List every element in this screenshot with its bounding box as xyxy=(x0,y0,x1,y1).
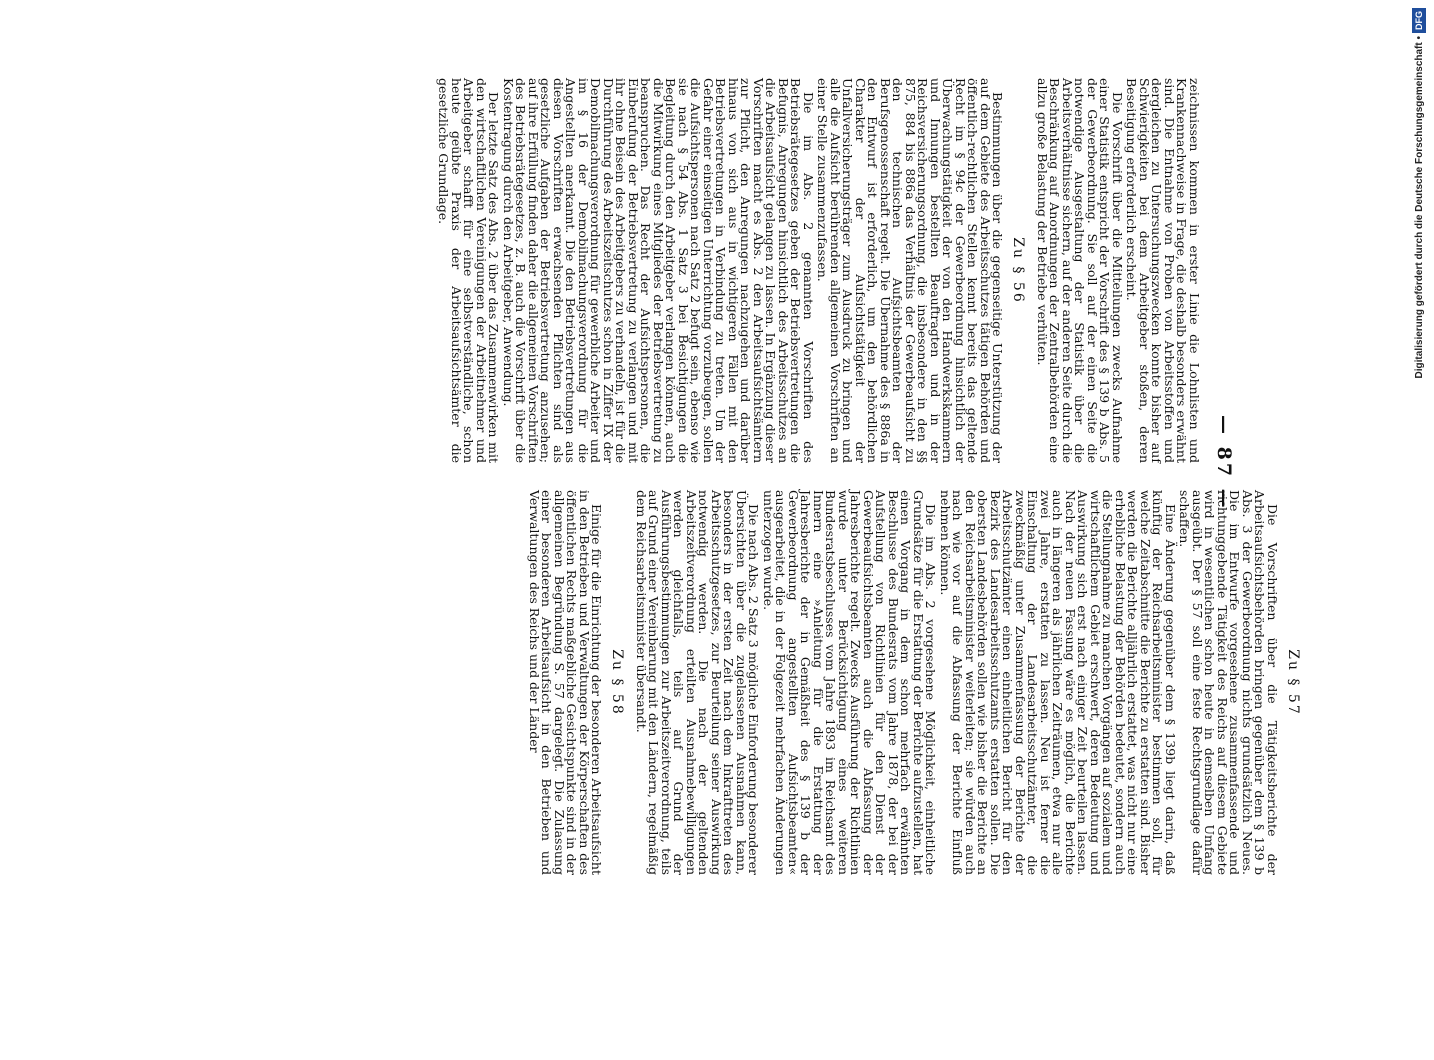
page-number: — 87 — xyxy=(1213,415,1235,511)
funding-text: Digitalisierung gefördert durch die Deutsche Forschungsgemeinschaft • xyxy=(1414,36,1425,379)
paragraph: zeichnissen kommen in erster Linie die Lohnlisten und Krankennachweise in Frage, die deshalb besonders erwähnt sind. Die Entnahme von Proben von Arbeitsstoffen und dergleichen zu Untersuchungszwecken konnte bisher auf Schwierigkeiten bei dem Arbeitgeber stoßen, deren Beseitigung erforderlich erscheint. xyxy=(1124,78,1202,463)
scanned-page xyxy=(320,60,1330,1060)
paragraph: Einige für die Einrichtung der besonderen Arbeitsaufsicht in den Betrieben und Verwaltungen der Körperschaften des öffentlichen Rechts maßgebliche Gesichtspunkte sind in der allgemeinen Begründung S. 57 dargelegt. Die Zulassung einer besonderen Arbeitsaufsicht in den Betrieben und Verwaltungen des Reichs und der Länder xyxy=(527,490,605,875)
paragraph: Die im Abs. 2 genannten Vorschriften des Betriebsrätegesetzes geben der Betriebsvertretungen die Befugnis, Anregungen hinsichtlich des Arbeitsschutzes an die Arbeitsaufsicht gelangen zu lassen. In Ergänzung dieser Vorschriften macht es Abs. 2 den Arbeitsaufsichtsämtern zur Pflicht, den Anregungen nachzugehen und darüber hinaus von sich aus in wichtigeren Fällen mit den Betriebsvertretungen in Verbindung zu treten. Um der Gefahr einer einseitigen Unterrichtung vorzubeugen, sollen die Aufsichtspersonen nach Satz 2 befugt sein, ebenso wie sie nach § 54 Abs. 1 Satz 3 bei Besichtigungen die Begleitung durch den Arbeitgeber verlangen können, auch die Mitwirkung eines Mitgliedes der Betriebsvertretung zu beanspruchen. Das Recht der Aufsichtspersonen, die Einberufung der Betriebsvertretung zu verlangen und mit ihr ohne Beisein des Arbeitgebers zu verhandeln, ist für die Durchführung des Arbeitszeitschutzes schon in Ziffer IX der Demobilmachungsverordnung für gewerbliche Arbeiter und im § 16 der Demobilmachungsverordnung für die Angestellten anerkannt. Die den Betriebsvertretungen aus diesen Vorschriften erwachsenden Pflichten sind als gesetzliche Aufgaben der Betriebsvertretung anzusehen; auf ihre Erfüllung finden daher die allgemeinen Vorschriften des Betriebsrätegesetzes, z. B. auch die Vorschrift über die Kostentragung durch den Arbeitgeber, Anwendung. xyxy=(501,78,816,463)
paragraph: Der letzte Satz des Abs. 2 über das Zusammenwirken mit den wirtschaftlichen Vereinigungen der Arbeitnehmer und Arbeitgeber schafft für eine selbstverständliche, schon heute geübte Praxis der Arbeitsaufsichtsämter die gesetzliche Grundlage. xyxy=(436,78,502,463)
right-column xyxy=(526,490,1311,875)
paragraph: Eine Änderung gegenüber dem § 139b liegt darin, daß künftig der Reichsarbeitsminister bestimmen soll, für welche Zeitabschnitte die Berichte zu erstatten sind. Bisher werden die Berichte alljährlich erstattet, was nicht nur eine erhebliche Belastung der Behörden bedeutet, sondern auch die Stellungnahme zu manchen Vorgängen auf sozialem und wirtschaftlichem Gebiet erschwert, deren Bedeutung und Auswirkung sich erst nach einiger Zeit beurteilen lassen. Nach der neuen Fassung wäre es möglich, die Berichte auch in längeren als jährlichen Zeiträumen, etwa nur alle zwei Jahre, erstatten zu lassen. Neu ist ferner die Einschaltung der Landesarbeitsschutzämter, die zweckmäßig unter Zusammenfassung der Berichte der Arbeitsschutzämter einen einheitlichen Bericht für den Bezirk des Landesarbeitsschutzamts erstatten sollen. Die obersten Landesbehörden sollen wie bisher die Berichte an den Reichsarbeitsminister weiterleiten; sie würden auch nach wie vor auf die Abfassung der Berichte Einfluß nehmen können. xyxy=(938,490,1178,875)
paragraph: Die Vorschriften über die Tätigkeitsberichte der Arbeitsaufsichtsbehörden bringen gegenüber dem § 139 b Abs. 3 der Gewerbeordnung nichts grundsätzlich Neues. Die im Entwurfe vorgesehene zusammenfassende und richtunggebende Tätigkeit des Reichs auf diesem Gebiete wird in wesentlichen schon heute in demselben Umfang ausgeübt. Der § 57 soll eine feste Rechtsgrundlage dafür schaffen. xyxy=(1177,490,1280,875)
paragraph: Die nach Abs. 2 Satz 3 mögliche Einforderung besonderer Übersichten über die zugelassenen Ausnahmen kann, besonders in der ersten Zeit nach dem Inkrafttreten des Arbeitsschutzgesetzes, zur Beurteilung seiner Auswirkung notwendig werden. Die nach der geltenden Arbeitszeitverordnung erteilten Ausnahmebewilligungen werden gleichfalls, teils auf Grund der Ausführungsbestimmungen zur Arbeitszeitverordnung, teils auf Grund einer Vereinbarung mit den Ländern, regelmäßig dem Reichsarbeitsminister übersandt. xyxy=(634,490,762,875)
section-heading: Zu § 56 xyxy=(1010,237,1027,304)
funding-notice xyxy=(1412,8,1426,698)
section-heading: Zu § 57 xyxy=(1285,649,1301,716)
section-heading: Zu § 58 xyxy=(609,649,626,716)
paragraph: Die Vorschrift über die Mitteilungen zwecks Aufnahme einer Statistik entspricht der Vorschrift des § 139 b Abs. 5 der Gewerbeordnung. Sie soll auf der einen Seite die notwendige Ausgestaltung der Statistik über die Arbeitsverhältnisse sichern, auf der anderen Seite durch die Beschränkung auf Anordnungen der Zentralbehörden eine allzu große Belastung der Betriebe verhüten. xyxy=(1035,78,1125,463)
left-column xyxy=(435,78,1200,463)
funding-sidebar xyxy=(1412,8,1426,698)
dfg-logo: DFG xyxy=(1412,8,1426,33)
paragraph: Bestimmungen über die gegenseitige Unterstützung der auf dem Gebiete des Arbeitsschutzes tätigen Behörden und öffentlich-rechtlichen Stellen kennt bereits das geltende Recht im § 94c der Gewerbeordnung hinsichtlich der Überwachungstätigkeit der von den Handwerkskammern und Innungen bestellten Beauftragten und in der Reichsversicherungsordnung, die insbesondere in den §§ 875, 884 bis 886a das Verhältnis der Gewerbeaufsicht zu den technischen Aufsichtsbeamten der Berufsgenossenschaft regelt. Die Übernahme des § 886a in den Entwurf ist erforderlich, um den behördlichen Charakter der Aufsichtstätigkeit der Unfallversicherungsträger zum Ausdruck zu bringen und alle die Aufsicht berührenden allgemeinen Vorschriften an einer Stelle zusammenzufassen. xyxy=(815,78,1006,463)
paragraph: Die im Abs. 2 vorgesehene Möglichkeit, einheitliche Grundsätze für die Erstattung der Berichte aufzustellen, hat einen Vorgang in dem schon mehrfach erwähnten Beschlusse des Bundesrats vom Jahre 1878, der bei der Aufstellung von Richtlinien für den Dienst der Gewerbeaufsichtsbeamten auch die Abfassung der Jahresberichte regelt. Zwecks Ausführung der Richtlinien wurde unter Berücksichtigung eines weiteren Bundesratsbeschlusses vom Jahre 1893 im Reichsamt des Innern eine »Anleitung für die Erstattung der Jahresberichte der in Gemäßheit des § 139 b der Gewerbeordnung angestellten Aufsichtsbeamten« ausgearbeitet, die in der Folgezeit mehrfachen Änderungen unterzogen wurde. xyxy=(761,490,939,875)
